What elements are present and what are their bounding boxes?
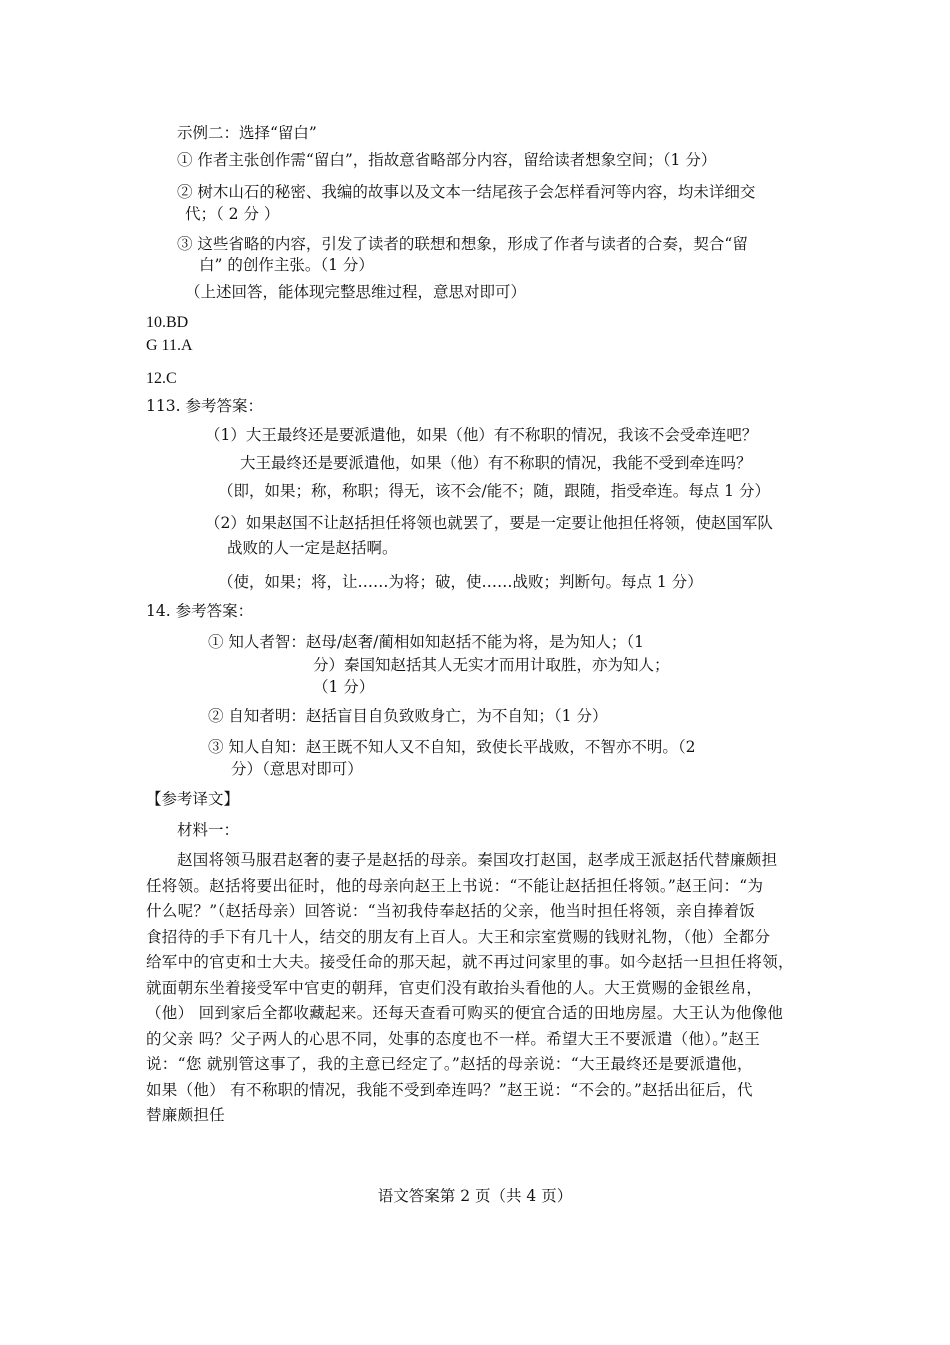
translation-heading: 【参考译文】 bbox=[146, 790, 240, 808]
example-two-point-1: ① 作者主张创作需“留白”，指故意省略部分内容，留给读者想象空间；（1 分） bbox=[177, 151, 717, 169]
translation-line: 赵国将领马服君赵奢的妻子是赵括的母亲。秦国攻打赵国，赵孝成王派赵括代替廉颇担 bbox=[177, 851, 778, 869]
page-footer: 语文答案第 2 页（共 4 页） bbox=[377, 1187, 573, 1205]
translation-line: 的父亲 吗？父子两人的心思不同，处事的态度也不一样。希望大王不要派遣（他）。”赵王 bbox=[146, 1030, 761, 1048]
answer-14-1-line-1: ① 知人者智：赵母/赵奢/蔺相如知赵括不能为将，是为知人；（1 bbox=[208, 633, 644, 651]
answer-14-3-line-2: 分）（意思对即可） bbox=[231, 760, 363, 778]
answer-14-1-line-3: （1 分） bbox=[313, 678, 375, 696]
answer-14-1-line-2: 分）秦国知赵括其人无实才而用计取胜，亦为知人； bbox=[313, 656, 670, 674]
example-two-title: 示例二：选择“留白” bbox=[177, 124, 317, 142]
answer-14-2: ② 自知者明：赵括盲目自负致败身亡，为不自知；（1 分） bbox=[208, 707, 608, 725]
translation-line: 任将领。赵括将要出征时，他的母亲向赵王上书说：“不能让赵括担任将领。”赵王问：“为 bbox=[146, 877, 764, 895]
answer-13-1-line-1: （1）大王最终还是要派遣他，如果（他）有不称职的情况，我该不会受牵连吧？ bbox=[205, 426, 758, 444]
answer-10: 10.BD bbox=[146, 314, 189, 331]
translation-line: 如果（他） 有不称职的情况，我能不受到牵连吗？”赵王说：“不会的。”赵括出征后，代 bbox=[146, 1081, 753, 1099]
translation-line: 给军中的官吏和士大夫。接受任命的那天起，就不再过问家里的事。如今赵括一旦担任将领， bbox=[146, 953, 794, 971]
translation-line: （他） 回到家后全都收藏起来。还每天查看可购买的便宜合适的田地房屋。大王认为他像他 bbox=[146, 1004, 784, 1022]
example-two-point-2-line-2: 代；（ 2 分 ） bbox=[185, 205, 280, 223]
answer-12: 12.C bbox=[146, 370, 177, 387]
answer-13-2-line-2: 战败的人一定是赵括啊。 bbox=[227, 539, 398, 557]
translation-line: 替廉颇担任 bbox=[146, 1106, 226, 1124]
answer-11: G 11.A bbox=[146, 337, 193, 354]
answer-13-heading: 113. 参考答案： bbox=[146, 397, 263, 415]
answer-14-3-line-1: ③ 知人自知：赵王既不知人又不自知，致使长平战败，不智亦不明。（2 bbox=[208, 738, 696, 756]
example-two-point-2-line-1: ② 树木山石的秘密、我编的故事以及文本一结尾孩子会怎样看河等内容，均未详细交 bbox=[177, 183, 756, 201]
example-two-point-3-line-1: ③ 这些省略的内容，引发了读者的联想和想象，形成了作者与读者的合奏，契合“留 bbox=[177, 235, 748, 253]
translation-line: 什么呢？”（赵括母亲）回答说：“当初我侍奉赵括的父亲，他当时担任将领，亲自捧着饭 bbox=[146, 902, 756, 920]
translation-line: 说：“您 就别管这事了，我的主意已经定了。”赵括的母亲说：“大王最终还是要派遣他， bbox=[146, 1055, 753, 1073]
answer-14-heading: 14. 参考答案： bbox=[146, 602, 254, 620]
answer-13-1-points: （即，如果；称，称职；得无，该不会/能不；随，跟随，指受牵连。每点 1 分） bbox=[218, 482, 770, 500]
answer-13-1-line-2: 大王最终还是要派遣他，如果（他）有不称职的情况，我能不受到牵连吗？ bbox=[240, 454, 752, 472]
translation-line: 食招待的手下有几十人，结交的朋友有上百人。大王和宗室赏赐的钱财礼物，（他）全都分 bbox=[146, 928, 771, 946]
translation-line: 就面朝东坐着接受军中官吏的朝拜，官吏们没有敢抬头看他的人。大王赏赐的金银丝帛， bbox=[146, 979, 763, 997]
example-two-point-3-line-2: 白” 的创作主张。（1 分） bbox=[199, 256, 374, 274]
translation-material-1: 材料一： bbox=[177, 821, 240, 839]
answer-13-2-points: （使，如果；将，让……为将；破，使……战败；判断句。每点 1 分） bbox=[218, 573, 703, 591]
answer-13-2-line-1: （2）如果赵国不让赵括担任将领也就罢了，要是一定要让他担任将领，使赵国军队 bbox=[205, 514, 773, 532]
example-two-note: （上述回答，能体现完整思维过程，意思对即可） bbox=[185, 283, 527, 301]
